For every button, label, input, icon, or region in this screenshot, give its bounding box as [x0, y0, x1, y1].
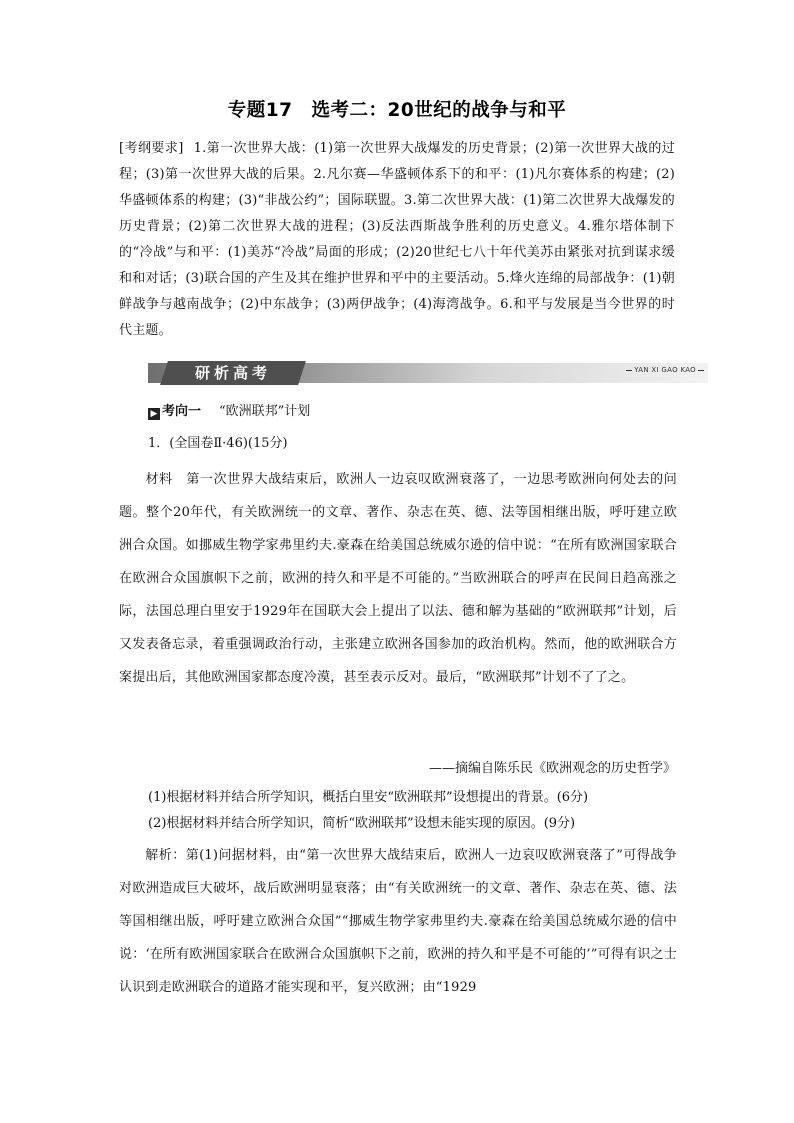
page-title: 专题17 选考二：20世纪的战争与和平	[227, 100, 567, 121]
banner-label: 研析高考	[194, 364, 271, 382]
section-heading	[148, 400, 310, 420]
answer-analysis	[119, 839, 677, 1004]
play-triangle-icon: ▶	[148, 408, 160, 420]
analysis-text: 解析：第(1)问据材料，由“第一次世界大战结束后，欧洲人一边哀叹欧洲衰落了”可得战争对欧洲造成巨大破坏，战后欧洲明显衰落；由“有关欧洲统一的文章、著作、杂志在英、德、法等国相继出版，呼吁建立欧洲合众国”“挪威生物学家弗里约夫.豪森在给美国总统威尔逊的信中说：‘在所有欧洲国家联合在欧洲合众国旗帜下之前，欧洲的持久和平是不可能的’”可得有识之士认识到走欧洲联合的道路才能实现和平，复兴欧洲；由“1929	[119, 848, 677, 995]
section-banner	[148, 361, 708, 385]
requirements-text: 1.第一次世界大战：(1)第一次世界大战爆发的历史背景；(2)第一次世界大战的过程；(3)第一次世界大战的后果。2.凡尔赛—华盛顿体系下的和平：(1)凡尔赛体系的构建；(2)华盛顿体系的构建；(3)“非战公约”；国际联盟。3.第二次世界大战：(1)第二次世界大战爆发的历史背景；(2)第二次世界大战的进程；(3)反法西斯战争胜利的历史意义。4.雅尔塔体制下的“冷战”与和平：(1)美苏“冷战”局面的形成；(2)20世纪七八十年代美苏由紧张对抗到谋求缓和和对话；(3)联合国的产生及其在维护世界和平中的主要活动。5.烽火连绵的局部战争：(1)朝鲜战争与越南战争；(2)中东战争；(3)两伊战争；(4)海湾战争。6.和平与发展是当今世界的时代主题。	[119, 141, 676, 338]
requirements-tag: [考纲要求]	[119, 141, 184, 156]
syllabus-requirements	[119, 136, 675, 344]
material-text: 材料 第一次世界大战结束后，欧洲人一边哀叹欧洲衰落了，一边思考欧洲向何处去的问题。整个20年代，有关欧洲统一的文章、著作、杂志在英、德、法等国相继出版，呼吁建立欧洲合众国。如挪威生物学家弗里约夫.豪森在给美国总统威尔逊的信中说：“在所有欧洲国家联合在欧洲合众国旗帜下之前，欧洲的持久和平是不可能的。”当欧洲联合的呼声在民间日趋高涨之际，法国总理白里安于1929年在国联大会上提出了以法、德和解为基础的“欧洲联邦”计划，后又发表备忘录，着重强调政治行动，主张建立欧洲各国参加的政治机构。然而，他的欧洲联合方案提出后，其他欧洲国家都态度冷漠，甚至表示反对。最后，“欧洲联邦”计划不了了之。	[119, 472, 677, 685]
section-topic: “欧洲联邦”计划	[219, 404, 311, 419]
sub-question-2: (2)根据材料并结合所学知识，简析“欧洲联邦”设想未能实现的原因。(9分)	[148, 816, 576, 831]
banner-label-box	[160, 361, 306, 385]
banner-pinyin: YAN XI GAO KAO	[626, 366, 704, 374]
question-number: 1．(全国卷Ⅱ·46)(15分)	[148, 436, 288, 451]
sub-question-1: (1)根据材料并结合所学知识，概括白里安“欧洲联邦”设想提出的背景。(6分)	[148, 790, 589, 805]
section-label: 考向一	[162, 404, 202, 419]
material-source: ——摘编自陈乐民《欧洲观念的历史哲学》	[428, 761, 676, 776]
question-material	[119, 463, 677, 694]
